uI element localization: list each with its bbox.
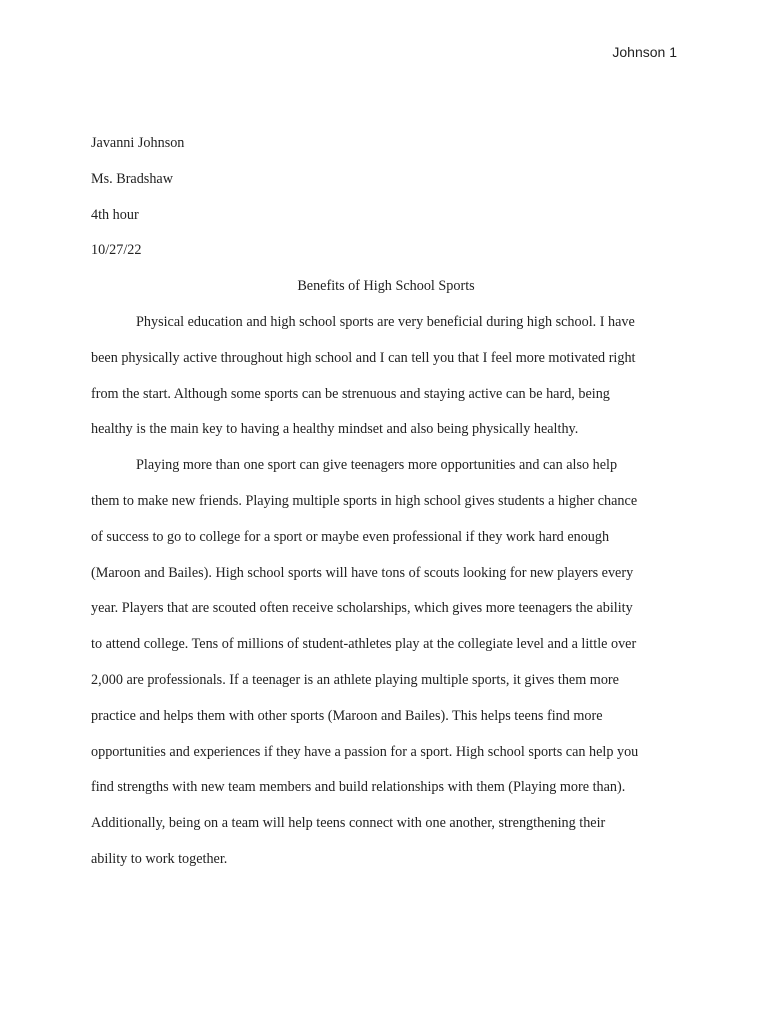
text-line: Physical education and high school sports are very beneficial during high school. I have [136, 313, 635, 330]
paragraph-2 [91, 448, 681, 878]
text-line: of success to go to college for a sport or maybe even professional if they work hard enough [91, 528, 610, 545]
class-period: 4th hour [91, 206, 139, 223]
page-number-header: Johnson 1 [612, 44, 677, 60]
text-line: find strengths with new team members and build relationships with them (Playing more than). [91, 779, 626, 796]
text-line: ability to work together. [91, 850, 228, 867]
text-line: opportunities and experiences if they have a passion for a sport. High school sports can help you [91, 743, 639, 760]
text-line: Additionally, being on a team will help teens connect with one another, strengthening their [91, 815, 606, 832]
paragraph-1 [91, 305, 681, 448]
text-line: been physically active throughout high school and I can tell you that I feel more motivated right [91, 349, 636, 366]
text-line: to attend college. Tens of millions of student-athletes play at the collegiate level and a little over [91, 636, 637, 653]
text-line: year. Players that are scouted often receive scholarships, which gives more teenagers the ability [91, 600, 633, 617]
text-line: practice and helps them with other sports (Maroon and Bailes). This helps teens find more [91, 707, 603, 724]
text-line: (Maroon and Bailes). High school sports will have tons of scouts looking for new players every [91, 564, 634, 581]
text-line: from the start. Although some sports can be strenuous and staying active can be hard, being [91, 385, 610, 402]
student-name: Javanni Johnson [91, 135, 185, 151]
text-line: 2,000 are professionals. If a teenager is an athlete playing multiple sports, it gives them more [91, 671, 619, 688]
text-line: them to make new friends. Playing multiple sports in high school gives students a higher chance [91, 492, 638, 509]
essay-title: Benefits of High School Sports [297, 278, 475, 295]
essay-body [91, 126, 681, 878]
teacher-name: Ms. Bradshaw [91, 170, 173, 187]
text-line: Playing more than one sport can give teenagers more opportunities and can also help [136, 457, 618, 474]
text-line: healthy is the main key to having a healthy mindset and also being physically healthy. [91, 421, 579, 438]
essay-date: 10/27/22 [91, 242, 142, 259]
